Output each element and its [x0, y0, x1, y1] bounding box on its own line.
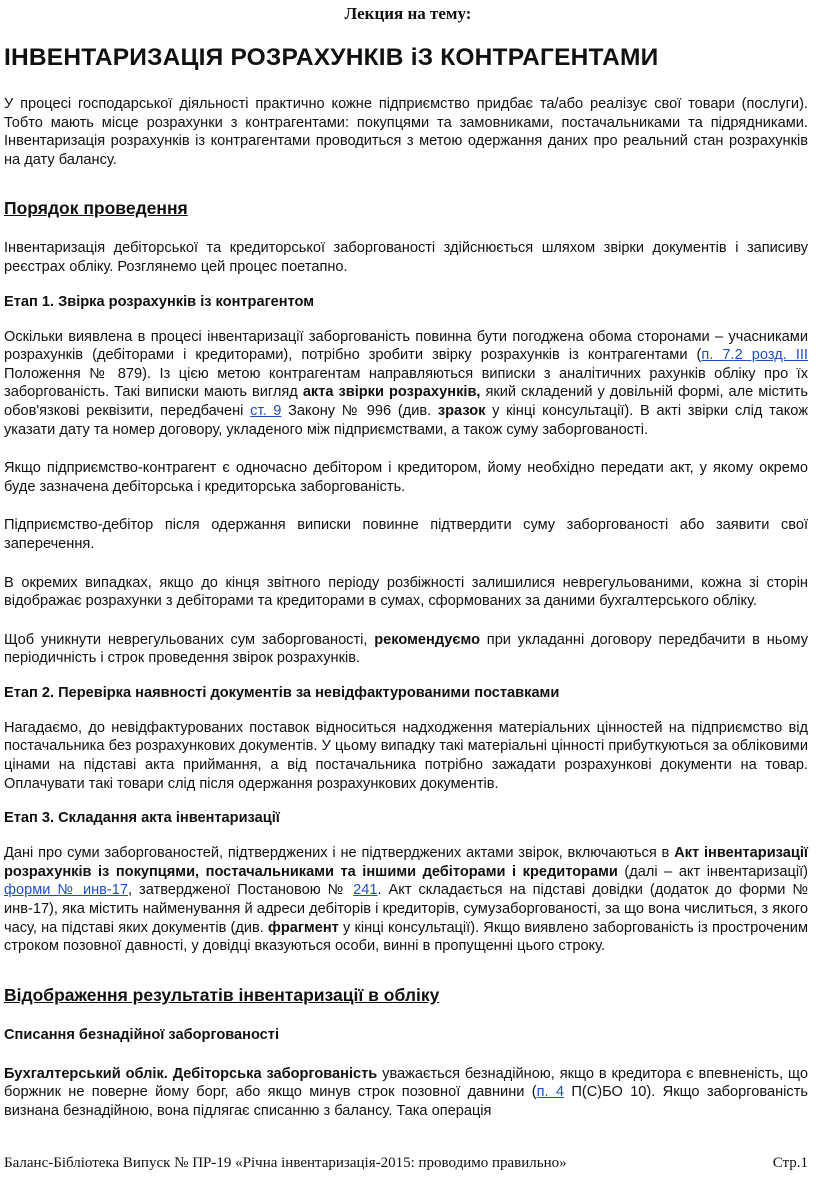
intro-paragraph: У процесі господарської діяльності практично кожне підприємство придбає та/або реалізує свої товари (послуги). Тобто мають місце розрахунки з контрагентами: покупцями та замовниками, постачальниками та підрядниками. Інвентаризація розрахунків із контрагентами проводиться з метою одержання даних про реальний стан розрахунків на дату балансу.	[4, 96, 808, 168]
link-p4[interactable]: п. 4	[536, 1084, 565, 1101]
stage2-title: Перевірка наявності документів за невідфактурованими поставками	[54, 684, 560, 701]
text-run: у кінці консультації). Якщо виявлено заборгованість із простроченим строком позовної давності, у довідці вказуються особи, винні в пропущенні цього строку.	[4, 919, 808, 955]
stage3-heading	[4, 809, 808, 828]
stage3-title: Складання акта інвентаризації	[54, 810, 280, 827]
stage1-title: Звірка розрахунків із контрагентом	[54, 293, 315, 310]
bold-term: Бухгалтерський облік. Дебіторська заборгованість	[4, 1065, 378, 1082]
procedure-intro-paragraph: Інвентаризація дебіторської та кредиторської заборгованості здійснюється шляхом звірки документів і записиву реєстрах обліку. Розглянемо цей процес поетапно.	[4, 240, 808, 275]
section-heading-procedure: Порядок проведення	[4, 198, 188, 219]
text-run: . Акт складається на підставі довідки (додаток до форми № инв-17), яка містить найменування й адреси дебіторів і кредиторів, сумузаборгованості, за що вона числиться, з якого часу, на підставі яких документів (див.	[4, 882, 809, 936]
link-form-inv17[interactable]: форми № инв-17	[4, 882, 128, 899]
section2-paragraph-1	[4, 1065, 808, 1121]
bold-term: Акт інвентаризації розрахунків із покупцями, постачальниками та іншими дебіторами і кредиторами	[4, 845, 808, 880]
bold-term: рекомендуємо	[374, 631, 480, 648]
bold-term: фрагмент	[268, 919, 339, 936]
text-run: у кінці консультації). В акті звірки слід також указати дату та номер договору, укладеного між підприємствами, а також суму заборгованості.	[4, 402, 808, 438]
link-art9[interactable]: ст. 9	[250, 402, 282, 419]
footer-source: Баланс-Бібліотека Випуск № ПР-19 «Річна інвентаризація-2015: проводимо правильно»	[4, 1155, 567, 1171]
section-heading-results: Відображення результатів інвентаризації в обліку	[4, 984, 440, 1005]
subheading-bad-debt: Списання безнадійної заборгованості	[4, 1026, 280, 1043]
stage1-paragraph-4: В окремих випадках, якщо до кінця звітного періоду розбіжності залишилися неврегульованими, кожна зі сторін відображає розрахунки з дебіторами та кредиторами в сумах, сформованих за даними бухгалтерського обліку.	[4, 574, 808, 610]
text-run: (далі – акт інвентаризації)	[617, 863, 808, 880]
stage1-paragraph-5	[4, 631, 808, 668]
stage1-paragraph-2: Якщо підприємство-контрагент є одночасно дебітором і кредитором, йому необхідно передати акт, у якому окремо буде зазначена дебіторська і кредиторська заборгованість.	[4, 460, 808, 495]
link-p72-section3[interactable]: п. 7.2 розд. ІІІ	[701, 347, 808, 364]
bold-term: акта звірки розрахунків,	[302, 384, 481, 401]
text-run: який складений у довільній формі, але містить обов'язкові реквізити, передбачені	[4, 384, 808, 419]
lecture-label: Лекция на тему:	[344, 4, 472, 23]
text-run: Оскільки виявлена в процесі інвентаризації заборгованість повинна бути погоджена обома сторонами – учасниками розрахунків (дебіторами і кредиторами), потрібно зробити звірку розрахунків із контрагентами (	[4, 328, 808, 364]
text-run: уважається безнадійною, якщо в кредитора є впевненість, що боржник не поверне йому борг, або якщо минув строк позовної давнини (	[4, 1065, 809, 1101]
stage1-label: Етап 1.	[4, 293, 55, 310]
page-title: ІНВЕНТАРИЗАЦІЯ РОЗРАХУНКІВ іЗ КОНТРАГЕНТАМИ	[4, 44, 659, 71]
text-run: Закону № 996 (див.	[281, 402, 438, 419]
text-run: Положення № 879). Із цією метою контрагентам направляються виписки з аналітичних рахунків обліку про їх заборгованість. Такі виписки мають вигляд	[4, 365, 808, 401]
text-run: Щоб уникнути неврегульованих сум заборгованості,	[4, 631, 375, 648]
text-run: , затвердженої Постановою №	[128, 882, 354, 899]
stage2-paragraph-1: Нагадаємо, до невідфактурованих поставок відноситься надходження матеріальних цінностей на підприємство від постачальника без розрахункових документів. У цьому випадку такі матеріальні цінності прибуткуються за обліковими цінами на підставі акта приймання, а від постачальника потрібно зажадати розрахункові документи на товар. Оплачувати такі товари слід після одержання розрахункових документів.	[4, 719, 808, 792]
text-run: при укладанні договору передбачити в ньому періодичність і строк проведення звірок розрахунків.	[4, 631, 808, 667]
stage2-heading	[4, 684, 808, 703]
page-number: Стр.1	[772, 1155, 808, 1171]
document-body	[4, 95, 808, 1121]
text-run: Дані про суми заборгованостей, підтверджених і не підтверджених актами звірок, включаються в	[4, 845, 675, 862]
stage2-label: Етап 2.	[4, 684, 55, 701]
stage3-paragraph-1	[4, 844, 808, 956]
stage3-label: Етап 3.	[4, 810, 55, 827]
stage1-paragraph-1	[4, 328, 808, 440]
text-run: П(С)БО 10). Якщо заборгованість визнана безнадійною, вона підлягає списанню з балансу. Така операція	[4, 1084, 808, 1119]
link-resolution-241[interactable]: 241	[353, 882, 378, 899]
stage1-paragraph-3: Підприємство-дебітор після одержання виписки повинне підтвердити суму заборгованості або заявити свої заперечення.	[4, 517, 808, 552]
stage1-heading	[4, 293, 808, 312]
bold-term: зразок	[437, 402, 486, 419]
